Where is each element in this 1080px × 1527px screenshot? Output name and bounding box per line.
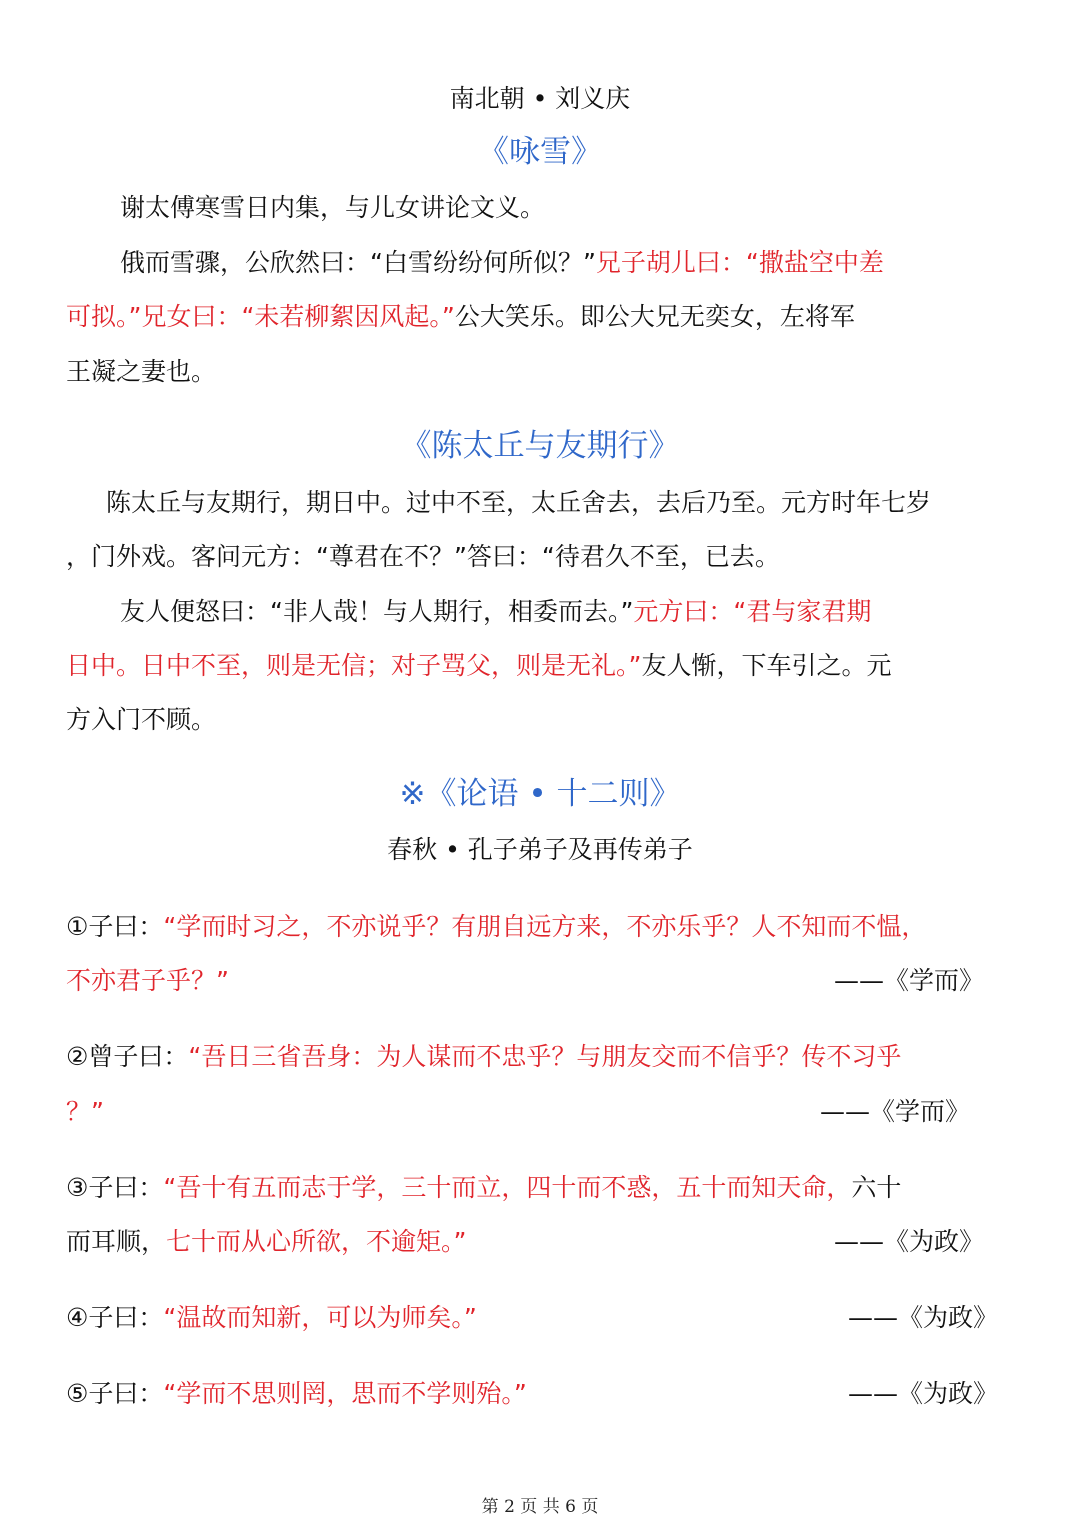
byline-confucius-disciples: 春秋 • 孔子弟子及再传弟子: [387, 835, 693, 864]
quote-text: “吾日三省吾身：为人谋而不忠乎？与朋友交而不信乎？传不习乎: [188, 1042, 902, 1071]
item-prefix: ①子曰：: [66, 912, 164, 941]
analects-item: [66, 1377, 527, 1411]
item-source: ——《为政》: [833, 1227, 984, 1256]
plain-text: 友人惭，下车引之。元: [641, 651, 892, 680]
paragraph-line: 王凝之妻也。: [66, 357, 217, 386]
item-source: ——《为政》: [847, 1379, 998, 1408]
highlight-text: 日中。日中不至，则是无信；对子骂父，则是无礼。”: [66, 651, 642, 680]
plain-text: 而耳顺，: [66, 1227, 167, 1256]
paragraph-line: [120, 246, 884, 280]
highlight-text: 兄子胡儿曰：“撒盐空中差: [595, 248, 884, 277]
item-prefix: ⑤子曰：: [66, 1379, 164, 1408]
analects-item: [66, 1171, 901, 1205]
highlight-text: 元方曰：“君与家君期: [633, 597, 872, 626]
quote-text: 七十而从心所欲，不逾矩。”: [166, 1227, 467, 1256]
item-source: ——《学而》: [819, 1097, 970, 1126]
page-number: 第 2 页 共 6 页: [481, 1497, 599, 1517]
item-prefix: ④子曰：: [66, 1303, 164, 1332]
quote-text: ？”: [66, 1097, 104, 1126]
plain-text: 公大笑乐。即公大兄无奕女，左将军: [454, 302, 855, 331]
title-yong-xue: 《咏雪》: [478, 134, 602, 170]
byline-liu-yiqing: 南北朝 • 刘义庆: [449, 84, 631, 113]
quote-text: 不亦君子乎？”: [66, 966, 229, 995]
analects-item: [66, 1040, 901, 1074]
quote-text: “温故而知新，可以为师矣。”: [163, 1303, 477, 1332]
paragraph-line: 方入门不顾。: [66, 705, 217, 734]
analects-item: [66, 1301, 477, 1335]
title-chen-taiqiu: 《陈太丘与友期行》: [400, 428, 680, 464]
analects-item-continued: [66, 1225, 466, 1259]
paragraph-line: ，门外戏。客问元方：“尊君在不？”答曰：“待君久不至，已去。: [66, 542, 780, 571]
analects-item: [66, 910, 926, 944]
item-prefix: ③子曰：: [66, 1173, 164, 1202]
plain-text: 六十: [851, 1173, 902, 1202]
plain-text: 友人便怒曰：“非人哉！与人期行，相委而去。”: [120, 597, 634, 626]
highlight-text: 可拟。”兄女曰：“未若柳絮因风起。”: [66, 302, 455, 331]
quote-text: “学而不思则罔，思而不学则殆。”: [163, 1379, 527, 1408]
plain-text: 俄而雪骤，公欣然曰：“白雪纷纷何所似？”: [120, 248, 596, 277]
quote-text: “学而时习之，不亦说乎？有朋自远方来，不亦乐乎？人不知而不愠，: [163, 912, 927, 941]
paragraph-line: 陈太丘与友期行，期日中。过中不至，太丘舍去，去后乃至。元方时年七岁: [106, 488, 932, 517]
paragraph-line: [120, 595, 871, 629]
item-source: ——《学而》: [833, 966, 984, 995]
paragraph-line: [66, 649, 891, 683]
title-lunyu: ※《论语 • 十二则》: [399, 776, 681, 812]
quote-text: “吾十有五而志于学，三十而立，四十而不惑，五十而知天命，: [163, 1173, 852, 1202]
item-source: ——《为政》: [847, 1303, 998, 1332]
item-prefix: ②曾子曰：: [66, 1042, 189, 1071]
paragraph-line: [66, 300, 855, 334]
paragraph-line: 谢太傅寒雪日内集，与儿女讲论文义。: [120, 193, 546, 222]
